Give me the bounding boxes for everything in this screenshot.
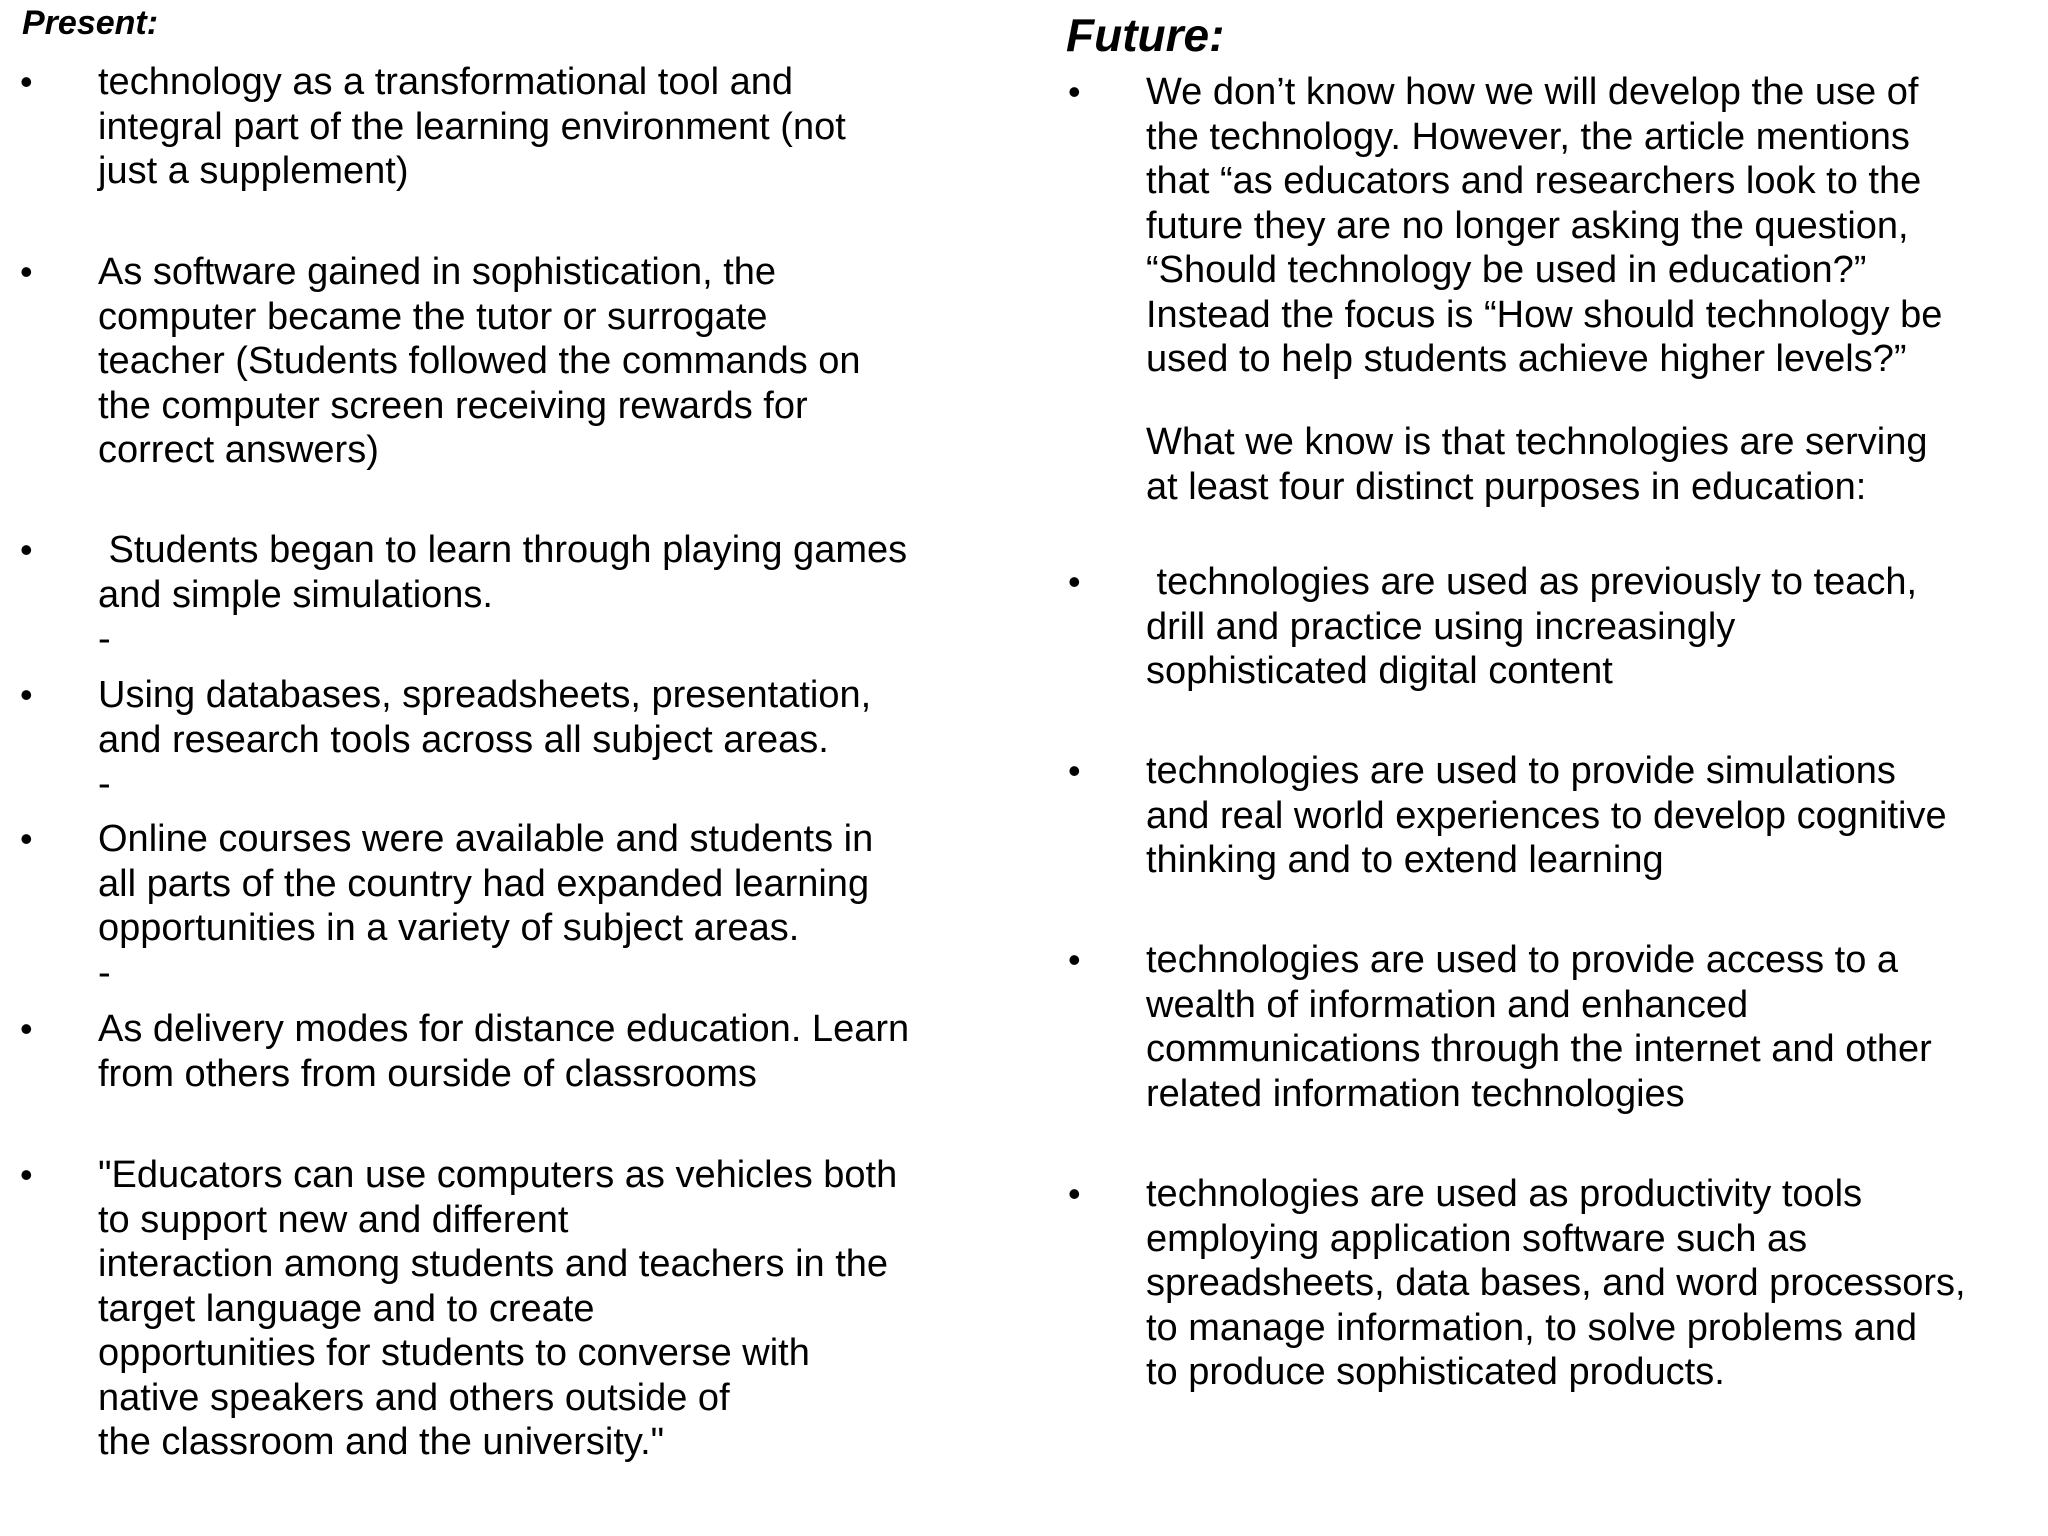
bullet-icon: • bbox=[20, 1008, 33, 1049]
separator-dash: - bbox=[98, 763, 111, 805]
present-item-5: Online courses were available and students in all parts of the country had expanded learning opportunities in a variety of subject areas. bbox=[98, 818, 874, 949]
present-item-2: As software gained in sophistication, the computer became the tutor or surrogate teacher (Students followed the commands on the computer screen receiving rewards for correct answers) bbox=[98, 251, 861, 471]
future-intro-2: What we know is that technologies are serving at least four distinct purposes in education: bbox=[1146, 421, 1928, 508]
bullet-icon: • bbox=[20, 529, 33, 570]
bullet-icon: • bbox=[20, 251, 33, 292]
future-heading: Future: bbox=[1066, 9, 1225, 61]
future-item-1: technologies are used as previously to teach, drill and practice using increasingly sophisticated digital content bbox=[1146, 561, 1918, 692]
present-item-6: As delivery modes for distance education. Learn from others from ourside of classrooms bbox=[98, 1008, 910, 1095]
bullet-icon: • bbox=[20, 61, 33, 102]
bullet-icon: • bbox=[20, 818, 33, 859]
bullet-icon: • bbox=[1068, 939, 1081, 980]
present-item-4: Using databases, spreadsheets, presentation, and research tools across all subject areas. bbox=[98, 674, 872, 761]
bullet-icon: • bbox=[1068, 71, 1081, 112]
separator-dash: - bbox=[98, 952, 111, 994]
bullet-icon: • bbox=[1068, 561, 1081, 602]
bullet-icon: • bbox=[1068, 750, 1081, 791]
bullet-icon: • bbox=[20, 1154, 33, 1195]
present-item-1: technology as a transformational tool and integral part of the learning environment (not just a supplement) bbox=[98, 61, 846, 192]
bullet-icon: • bbox=[1068, 1173, 1081, 1214]
future-intro: We don’t know how we will develop the use of the technology. However, the article mentions that “as educators and researchers look to the future they are no longer asking the question, “Should technology be used in education?” Instead the focus is “How should technology be used to help students achieve higher levels?” bbox=[1146, 71, 1943, 380]
bullet-icon: • bbox=[20, 674, 33, 715]
present-heading: Present: bbox=[22, 4, 159, 42]
future-item-4: technologies are used as productivity tools employing application software such as spreadsheets, data bases, and word processors, to manage information, to solve problems and to produce sophisticated products. bbox=[1146, 1173, 1966, 1393]
separator-dash: - bbox=[98, 618, 111, 660]
present-item-7: "Educators can use computers as vehicles both to support new and different interaction among students and teachers in the target language and to create opportunities for students to converse with native speakers and others outside of the classroom and the university." bbox=[98, 1154, 898, 1463]
present-item-3: Students began to learn through playing games and simple simulations. bbox=[98, 529, 908, 616]
future-item-3: technologies are used to provide access to a wealth of information and enhanced communications through the internet and other related information technologies bbox=[1146, 939, 1932, 1115]
future-item-2: technologies are used to provide simulations and real world experiences to develop cognitive thinking and to extend learning bbox=[1146, 750, 1947, 881]
